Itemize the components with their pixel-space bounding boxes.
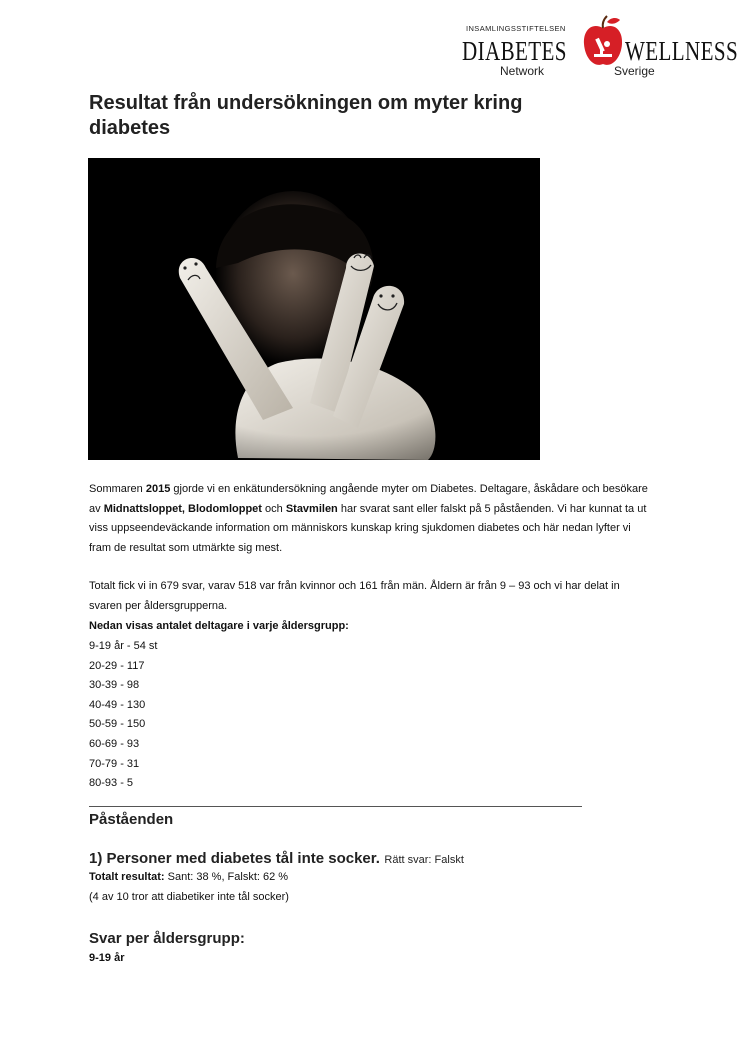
totals-paragraph: Totalt fick vi in 679 svar, varav 518 var från kvinnor och 161 från män. Åldern är från 9 – 93 och vi har delat in svaren per åldersgrupperna.: [89, 580, 620, 612]
list-item: 50-59 - 150: [89, 718, 146, 731]
question-1-result-value: Sant: 38 %, Falskt: 62 %: [164, 871, 289, 883]
claims-heading: Påståenden: [89, 811, 174, 828]
age-groups-heading: [89, 617, 349, 637]
intro-year: 2015: [145, 483, 171, 495]
list-item: 20-29 - 117: [89, 659, 145, 672]
intro-text-4: har svarat sant eller falskt på 5 påståenden. Vi har kunnat ta ut viss uppseendeväckande information om människors kunskap kring sjukdomen diabetes och här nedan lyfter vi fram de resultat som utmärkte sig mest.: [89, 502, 647, 554]
page-title: Resultat från undersökningen om myter kring diabetes: [89, 92, 523, 139]
list-item: 9-19 år - 54 st: [89, 640, 158, 652]
list-item: 60-69 - 93: [89, 737, 140, 750]
list-item: 30-39 - 98: [89, 679, 140, 692]
logo-word-wellness: WELLNESS: [625, 36, 739, 66]
age-groups-heading-text: Nedan visas antalet deltagare i varje åldersgrupp:: [89, 620, 349, 632]
logo-foundation-text: INSAMLINGSSTIFTELSEN: [466, 24, 566, 33]
intro-text-1: Sommaren: [89, 483, 146, 495]
age-group-label: 9-19 år: [89, 952, 125, 964]
list-item: 40-49 - 130: [89, 698, 146, 711]
list-item: 70-79 - 31: [89, 757, 140, 770]
age-group-list: [89, 637, 157, 794]
diabetes-wellness-logo: [462, 14, 740, 80]
question-1-note: (4 av 10 tror att diabetiker inte tål socker): [89, 890, 289, 903]
logo-sverige-text: Sverige: [614, 64, 655, 78]
intro-text-2: gjorde vi en enkätundersökning angående myter om Diabetes. Deltagare, åskådare och besökare av: [89, 483, 648, 515]
intro-events-1: Midnattsloppet, Blodomloppet: [103, 502, 262, 515]
question-1-result: [89, 868, 464, 888]
hero-photo: [88, 158, 540, 460]
intro-events-2: Stavmilen: [285, 502, 338, 515]
logo-network-text: Network: [500, 64, 545, 78]
question-1-result-label: Totalt resultat:: [89, 871, 165, 883]
section-divider: [89, 806, 582, 807]
logo-word-diabetes: DIABETES: [462, 36, 567, 66]
per-age-heading: Svar per åldersgrupp:: [89, 930, 245, 947]
question-1-text: 1) Personer med diabetes tål inte socker.: [89, 850, 380, 867]
intro-paragraph: [89, 480, 649, 558]
question-1: [89, 850, 464, 907]
fingers-smiley-illustration: [88, 158, 540, 460]
list-item: 80-93 - 5: [89, 777, 134, 790]
intro-text-3: och: [261, 502, 286, 515]
question-1-answer: Rätt svar: Falskt: [384, 854, 464, 866]
